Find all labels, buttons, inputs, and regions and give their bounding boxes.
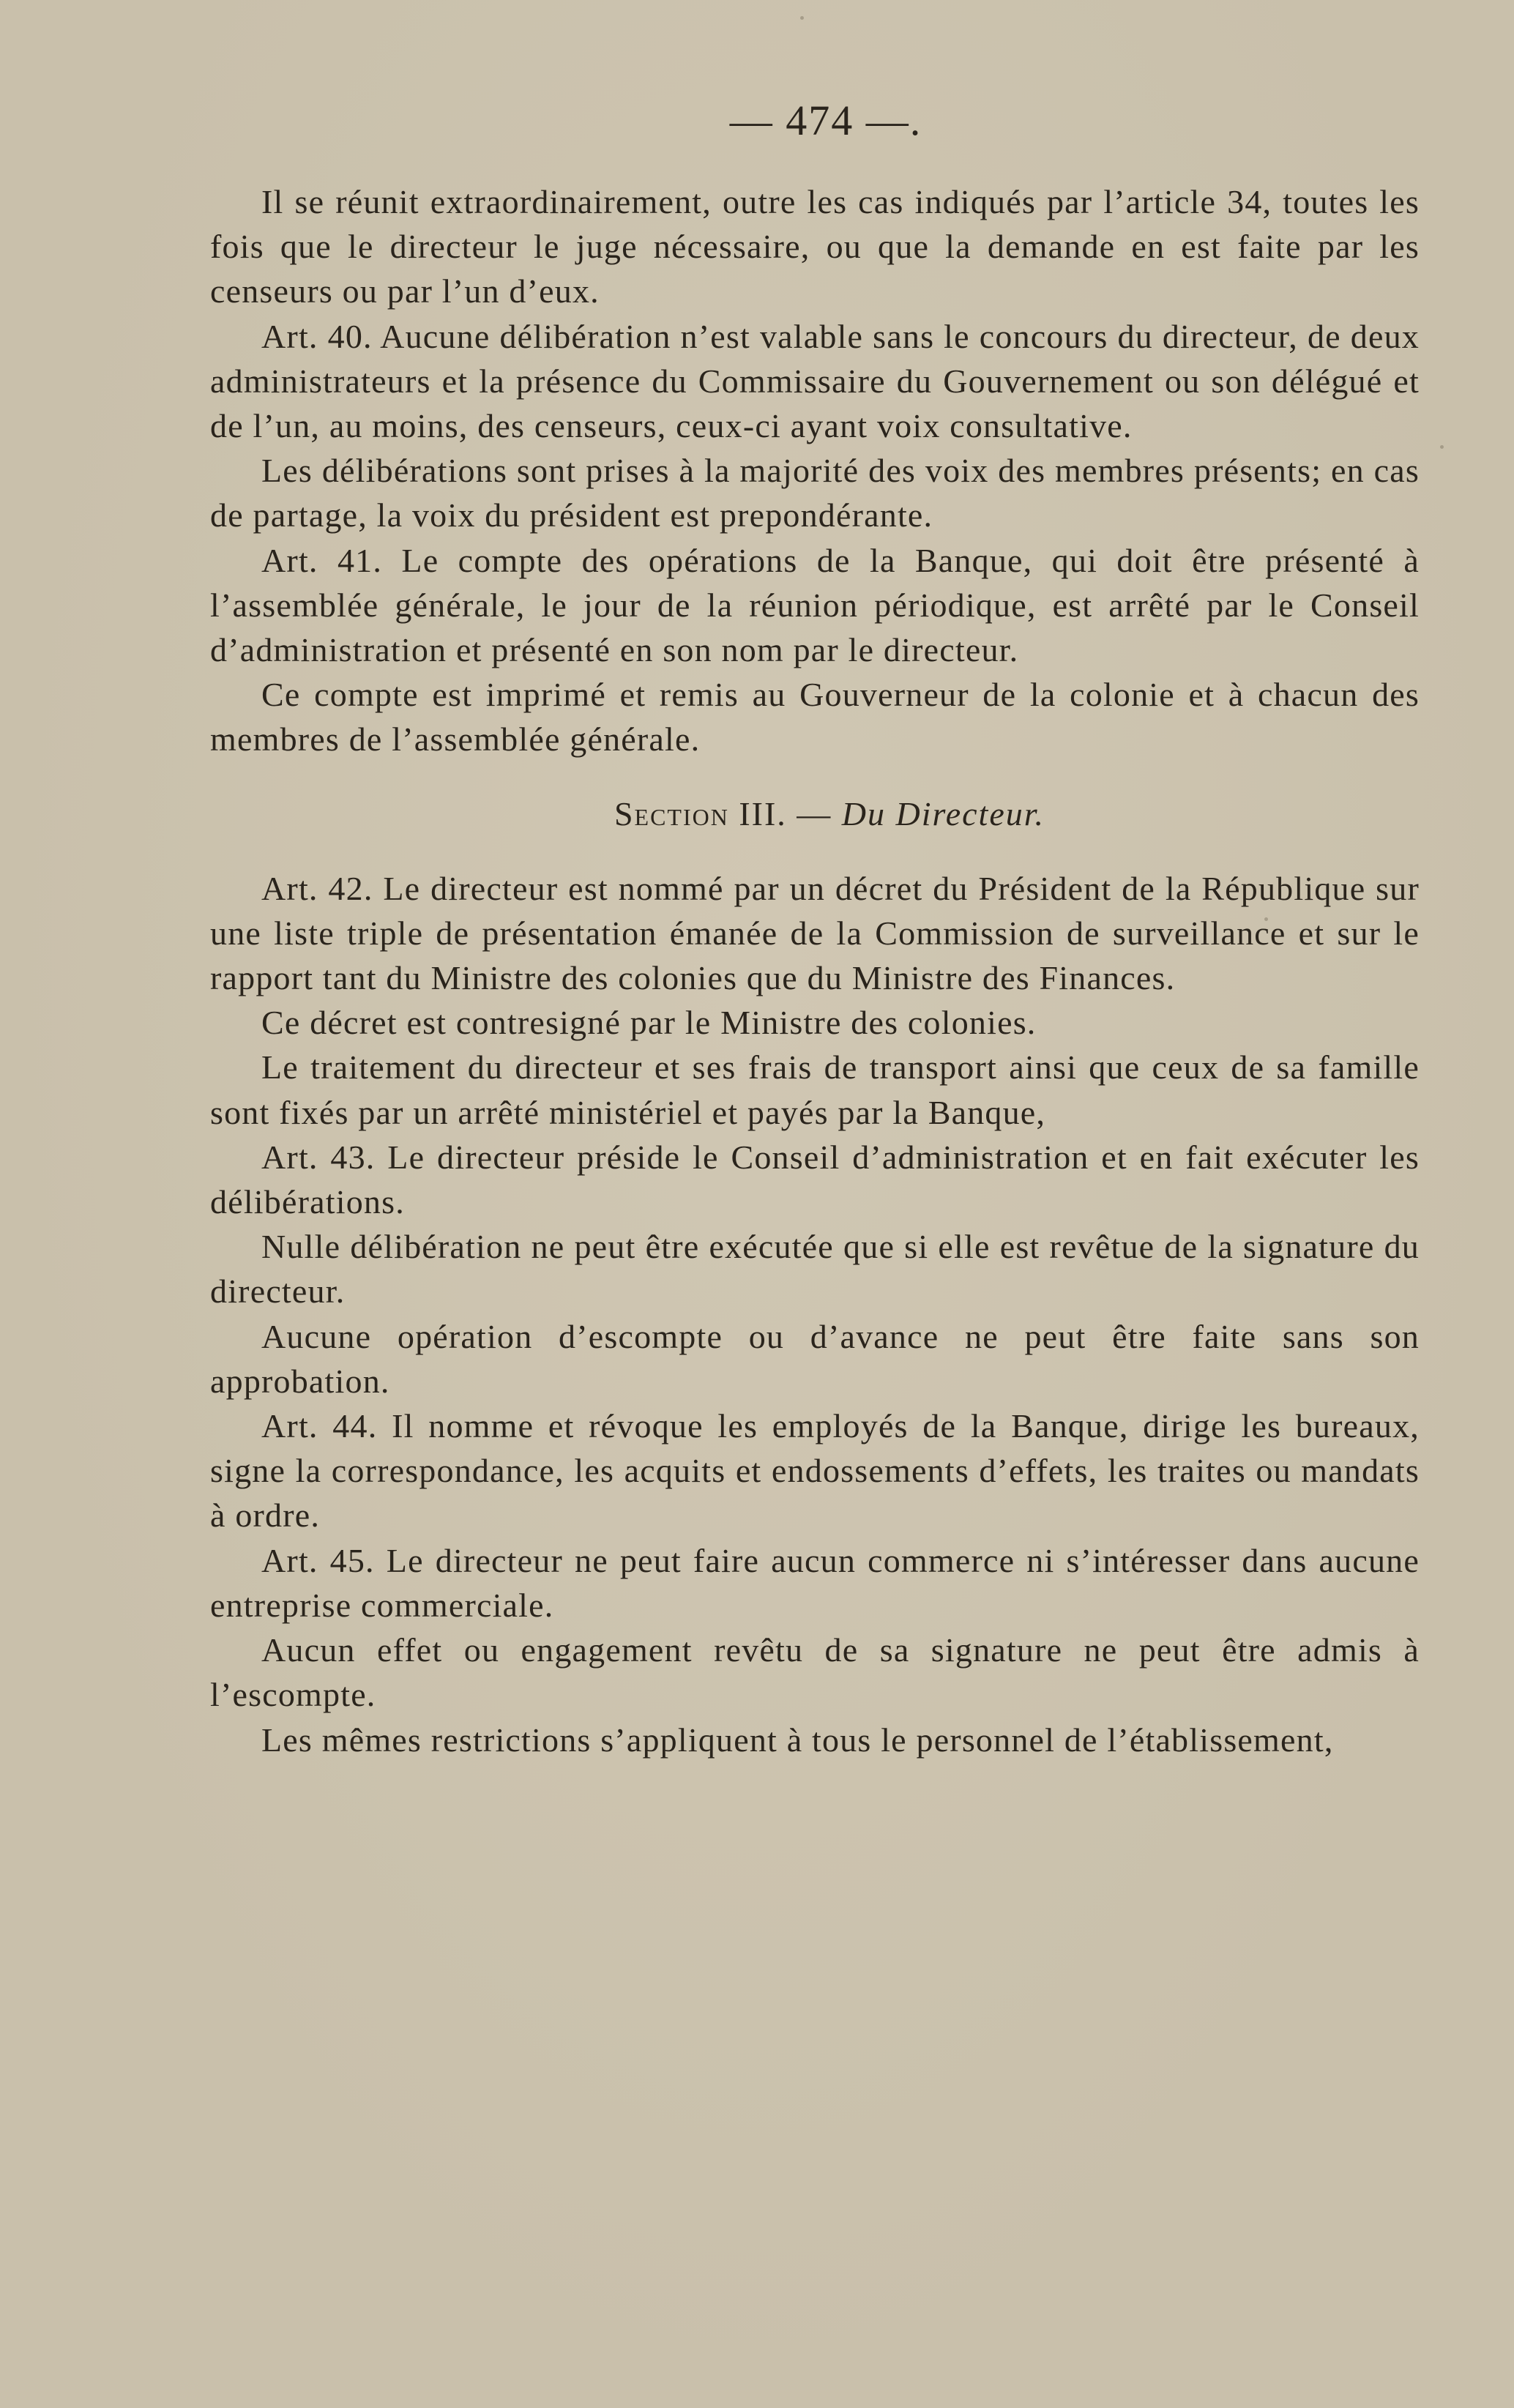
paragraph: Le traitement du directeur et ses frais de transport ainsi que ceux de sa famille sont fixés par un arrêté ministériel et payés par la Banque, bbox=[210, 1048, 1420, 1131]
paragraph: Art. 43. Le directeur préside le Conseil d’administration et en fait exécuter les délibérations. bbox=[210, 1138, 1420, 1221]
paragraph: Ce décret est contresigné par le Ministre des colonies. bbox=[261, 1004, 1037, 1042]
paper-speck bbox=[800, 16, 804, 20]
section-label: Section III. bbox=[614, 794, 787, 832]
paragraphs-before-section bbox=[210, 179, 1420, 762]
paragraph: Aucun effet ou engagement revêtu de sa signature ne peut être admis à l’escompte. bbox=[210, 1631, 1420, 1714]
paragraph: Art. 41. Le compte des opérations de la Banque, qui doit être présenté à l’assemblée générale, le jour de la réunion périodique, est arrêté par le Conseil d’administration et présenté en son nom par le directeur. bbox=[210, 541, 1420, 669]
paragraph: Ce compte est imprimé et remis au Gouverneur de la colonie et à chacun des membres de l’assemblée générale. bbox=[210, 676, 1420, 758]
section-dash: — bbox=[786, 794, 842, 832]
paragraph: Art. 42. Le directeur est nommé par un décret du Président de la République sur une liste triple de présentation émanée de la Commission de surveillance et sur le rapport tant du Ministre des colonies que du Ministre des Finances. bbox=[210, 869, 1420, 997]
section-title: Du Directeur. bbox=[841, 794, 1045, 832]
paragraph: Nulle délibération ne peut être exécutée que si elle est revêtue de la signature du directeur. bbox=[210, 1228, 1420, 1311]
paragraph: Aucune opération d’escompte ou d’avance ne peut être faite sans son approbation. bbox=[210, 1317, 1420, 1400]
paper-speck bbox=[1440, 445, 1444, 449]
paragraph: Art. 44. Il nomme et révoque les employés de la Banque, dirige les bureaux, signe la correspondance, les acquits et endossements d’effets, les traites ou mandats à ordre. bbox=[210, 1407, 1420, 1535]
page-text bbox=[210, 84, 1420, 1762]
paragraph: Art. 40. Aucune délibération n’est valable sans le concours du directeur, de deux administrateurs et la présence du Commissaire du Gouvernement ou son délégué et de l’un, au moins, des censeurs, ceux-ci ayant voix consultative. bbox=[210, 317, 1420, 445]
paragraph: Art. 45. Le directeur ne peut faire aucun commerce ni s’intéresser dans aucune entreprise commerciale. bbox=[210, 1541, 1420, 1624]
paragraphs-after-section bbox=[210, 866, 1420, 1762]
paragraph: Les mêmes restrictions s’appliquent à tous le personnel de l’établissement, bbox=[261, 1721, 1334, 1759]
page-number: — 474 —. bbox=[729, 97, 922, 144]
paragraph: Les délibérations sont prises à la majorité des voix des membres présents; en cas de partage, la voix du président est prepondérante. bbox=[210, 452, 1420, 534]
section-heading bbox=[210, 789, 1420, 840]
paragraph: Il se réunit extraordinairement, outre les cas indiqués par l’article 34, toutes les fois que le directeur le juge nécessaire, ou que la demande en est faite par les censeurs ou par l’un d’eux. bbox=[210, 183, 1420, 310]
